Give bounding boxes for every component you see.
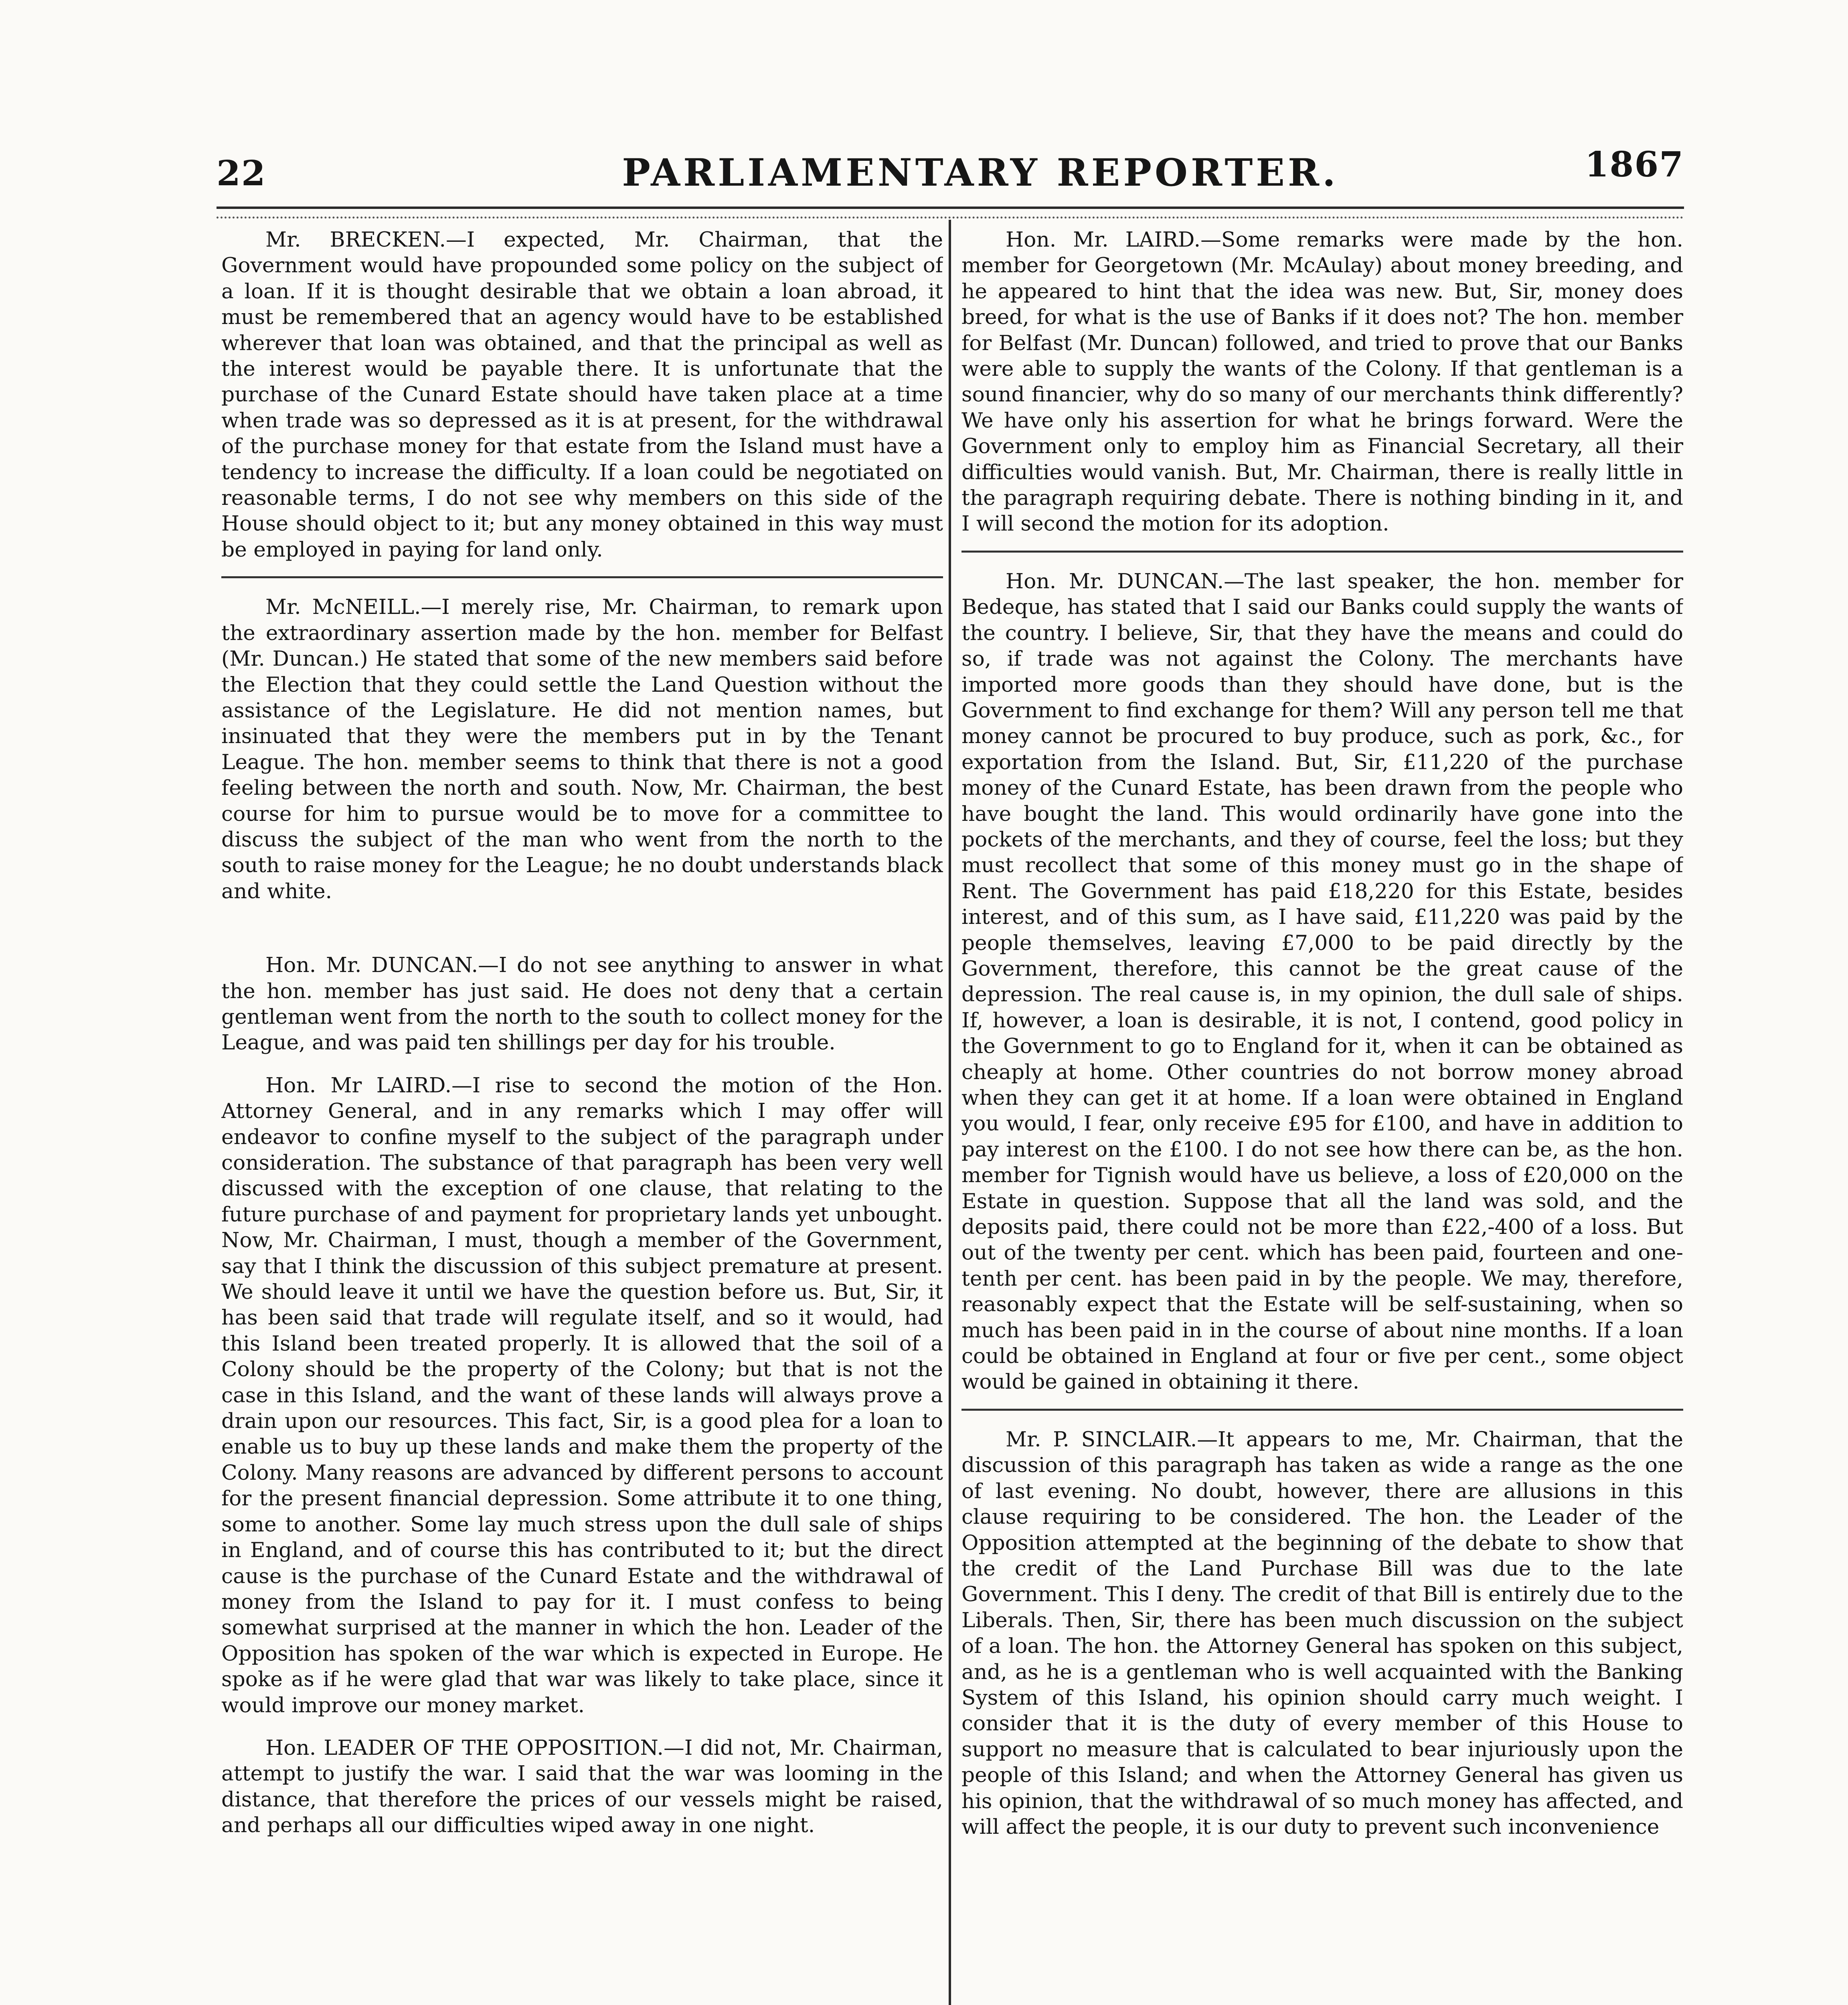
year: 1867 (1585, 144, 1684, 185)
speech-separator (221, 576, 943, 578)
speech-brecken: Mr. BRECKEN.—I expected, Mr. Chairman, that the Government would have propounded some policy on the subject of a loan. If it is thought desirable that we obtain a loan abroad, it must be remembered that an agency would have to be established wherever that loan was obtained, and that the principal as well as the interest would be payable there. It is unfortunate that the purchase of the Cunard Estate should have taken place at a time when trade was so depressed as it is at present, for the withdrawal of the purchase money for that estate from the Island must have a tendency to increase the difficulty. If a loan could be negotiated on reasonable terms, I do not see why members on this side of the House should object to it; but any money obtained in this way must be employed in paying for land only. (221, 228, 943, 562)
speech-laird-second: Hon. Mr LAIRD.—I rise to second the motion of the Hon. Attorney General, and in any remarks which I may offer will endeavor to confine myself to the subject of the paragraph under consideration. The substance of that paragraph has been very well discussed with the exception of one clause, that relating to the future purchase of and payment for proprietary lands yet unbought. Now, Mr. Chairman, I must, though a member of the Government, say that I think the discussion of this subject premature at present. We should leave it until we have the question before us. But, Sir, it has been said that trade will regulate itself, and so it would, had this Island been treated properly. It is allowed that the soil of a Colony should be the property of the Colony; but that is not the case in this Island, and the want of these lands will always prove a drain upon our resources. This fact, Sir, is a good plea for a loan to enable us to buy up these lands and make them the property of the Colony. Many reasons are advanced by different persons to account for the present financial depression. Some attribute it to one thing, some to another. Some lay much stress upon the dull sale of ships in England, and of course this has contributed to it; but the direct cause is the purchase of the Cunard Estate and the withdrawal of money from the Island to pay for it. I must confess to being somewhat surprised at the manner in which the hon. Leader of the Opposition has spoken of the war which is expected in Europe. He spoke as if he were glad that war was likely to take place, since it would improve our money market. (221, 1073, 943, 1717)
speech-separator (961, 551, 1683, 553)
journal-title: PARLIAMENTARY REPORTER. (622, 151, 1339, 195)
speech-mcneill: Mr. McNEILL.—I merely rise, Mr. Chairman, to remark upon the extraordinary assertion made by the hon. member for Belfast (Mr. Duncan.) He stated that some of the new members said before the Election that they could settle the Land Question without the assistance of the Legislature. He did not mention names, but insinuated that they were the members put in by the Tenant League. The hon. member seems to think that there is not a good feeling between the north and south. Now, Mr. Chairman, the best course for him to pursue would be to move for a committee to discuss the subject of the man who went from the north to the south to raise money for the League; he no doubt understands black and white. (221, 595, 943, 903)
page-number: 22 (217, 153, 266, 194)
speech-gap (221, 1718, 943, 1735)
speech-gap (221, 1056, 943, 1073)
speech-leader-opposition: Hon. LEADER OF THE OPPOSITION.—I did not, Mr. Chairman, attempt to justify the war. I said that the war was looming in the distance, that therefore the prices of our vessels might be raised, and perhaps all our difficulties wiped away in one night. (221, 1736, 943, 1838)
speech-duncan-banks: Hon. Mr. DUNCAN.—The last speaker, the hon. member for Bedeque, has stated that I said our Banks could supply the wants of the country. I believe, Sir, that they have the means and could do so, if trade was not against the Colony. The merchants have imported more goods than they should have done, but is the Government to find exchange for them? Will any person tell me that money cannot be procured to buy produce, such as pork, &c., for exportation from the Island. But, Sir, £11,220 of the purchase money of the Cunard Estate, has been drawn from the people who have bought the land. This would ordinarily have gone into the pockets of the merchants, and they of course, feel the loss; but they must recollect that some of this money must go in the shape of Rent. The Government has paid £18,220 for this Estate, besides interest, and of this sum, as I have said, £11,220 was paid by the people themselves, leaving £7,000 to be paid directly by the Government, therefore, this cannot be the great cause of the depression. The real cause is, in my opinion, the dull sale of ships. If, however, a loan is desirable, it is not, I contend, good policy in the Government to go to England for it, when it can be obtained as cheaply at home. Other countries do not borrow money abroad when they can get it at home. If a loan were obtained in England you would, I fear, only receive £95 for £100, and have in addition to pay interest on the £100. I do not see how there can be, as the hon. member for Tignish would have us believe, a loss of £20,000 on the Estate in question. Suppose that all the land was sold, and the deposits paid, there could not be more than £22,-400 of a loss. But out of the twenty per cent. which has been paid, fourteen and one-tenth per cent. has been paid in by the people. We may, therefore, reasonably expect that the Estate will be self-sustaining, when so much has been paid in in the course of about nine months. If a loan could be obtained in England at four or five per cent., some object would be gained in obtaining it there. (961, 569, 1683, 1394)
speech-sinclair: Mr. P. SINCLAIR.—It appears to me, Mr. Chairman, that the discussion of this paragraph has taken as wide a range as the one of last evening. No doubt, however, there are allusions in this clause requiring to be considered. The hon. the Leader of the Opposition attempted at the beginning of the debate to show that the credit of the Land Purchase Bill was due to the late Government. This I deny. The credit of that Bill is entirely due to the Liberals. Then, Sir, there has been much discussion on the subject of a loan. The hon. the Attorney General has spoken on this subject, and, as he is a gentleman who is well acquainted with the Banking System of this Island, his opinion should carry much weight. I consider that it is the duty of every member of this House to support no measure that is calculated to bear injuriously upon the people of this Island; and when the Attorney General has given us his opinion, that the withdrawal of so much money has affected, and will affect the people, it is our duty to prevent such inconvenience (961, 1427, 1683, 1839)
header-rule (217, 207, 1684, 209)
page-header (217, 144, 1684, 200)
speech-laird-breeding: Hon. Mr. LAIRD.—Some remarks were made by the hon. member for Georgetown (Mr. McAulay) about money breeding, and he appeared to hint that the idea was new. But, Sir, money does breed, for what is the use of Banks if it does not? The hon. member for Belfast (Mr. Duncan) followed, and tried to prove that our Banks were able to supply the wants of the Colony. If that gentleman is a sound financier, why do so many of our merchants think differently? We have only his assertion for what he brings forward. Were the Government only to employ him as Financial Secretary, all their difficulties would vanish. But, Mr. Chairman, there is really little in the paragraph requiring debate. There is nothing binding in it, and I will second the motion for its adoption. (961, 228, 1683, 536)
left-column (221, 227, 943, 2005)
header-dotted-rule (217, 217, 1684, 219)
speech-separator (961, 1409, 1683, 1411)
speech-duncan-reply: Hon. Mr. DUNCAN.—I do not see anything to answer in what the hon. member has just said. He does not deny that a certain gentleman went from the north to the south to collect money for the League, and was paid ten shillings per day for his trouble. (221, 953, 943, 1055)
column-divider (949, 220, 951, 2005)
right-column (961, 227, 1683, 2005)
speech-gap (221, 904, 943, 952)
